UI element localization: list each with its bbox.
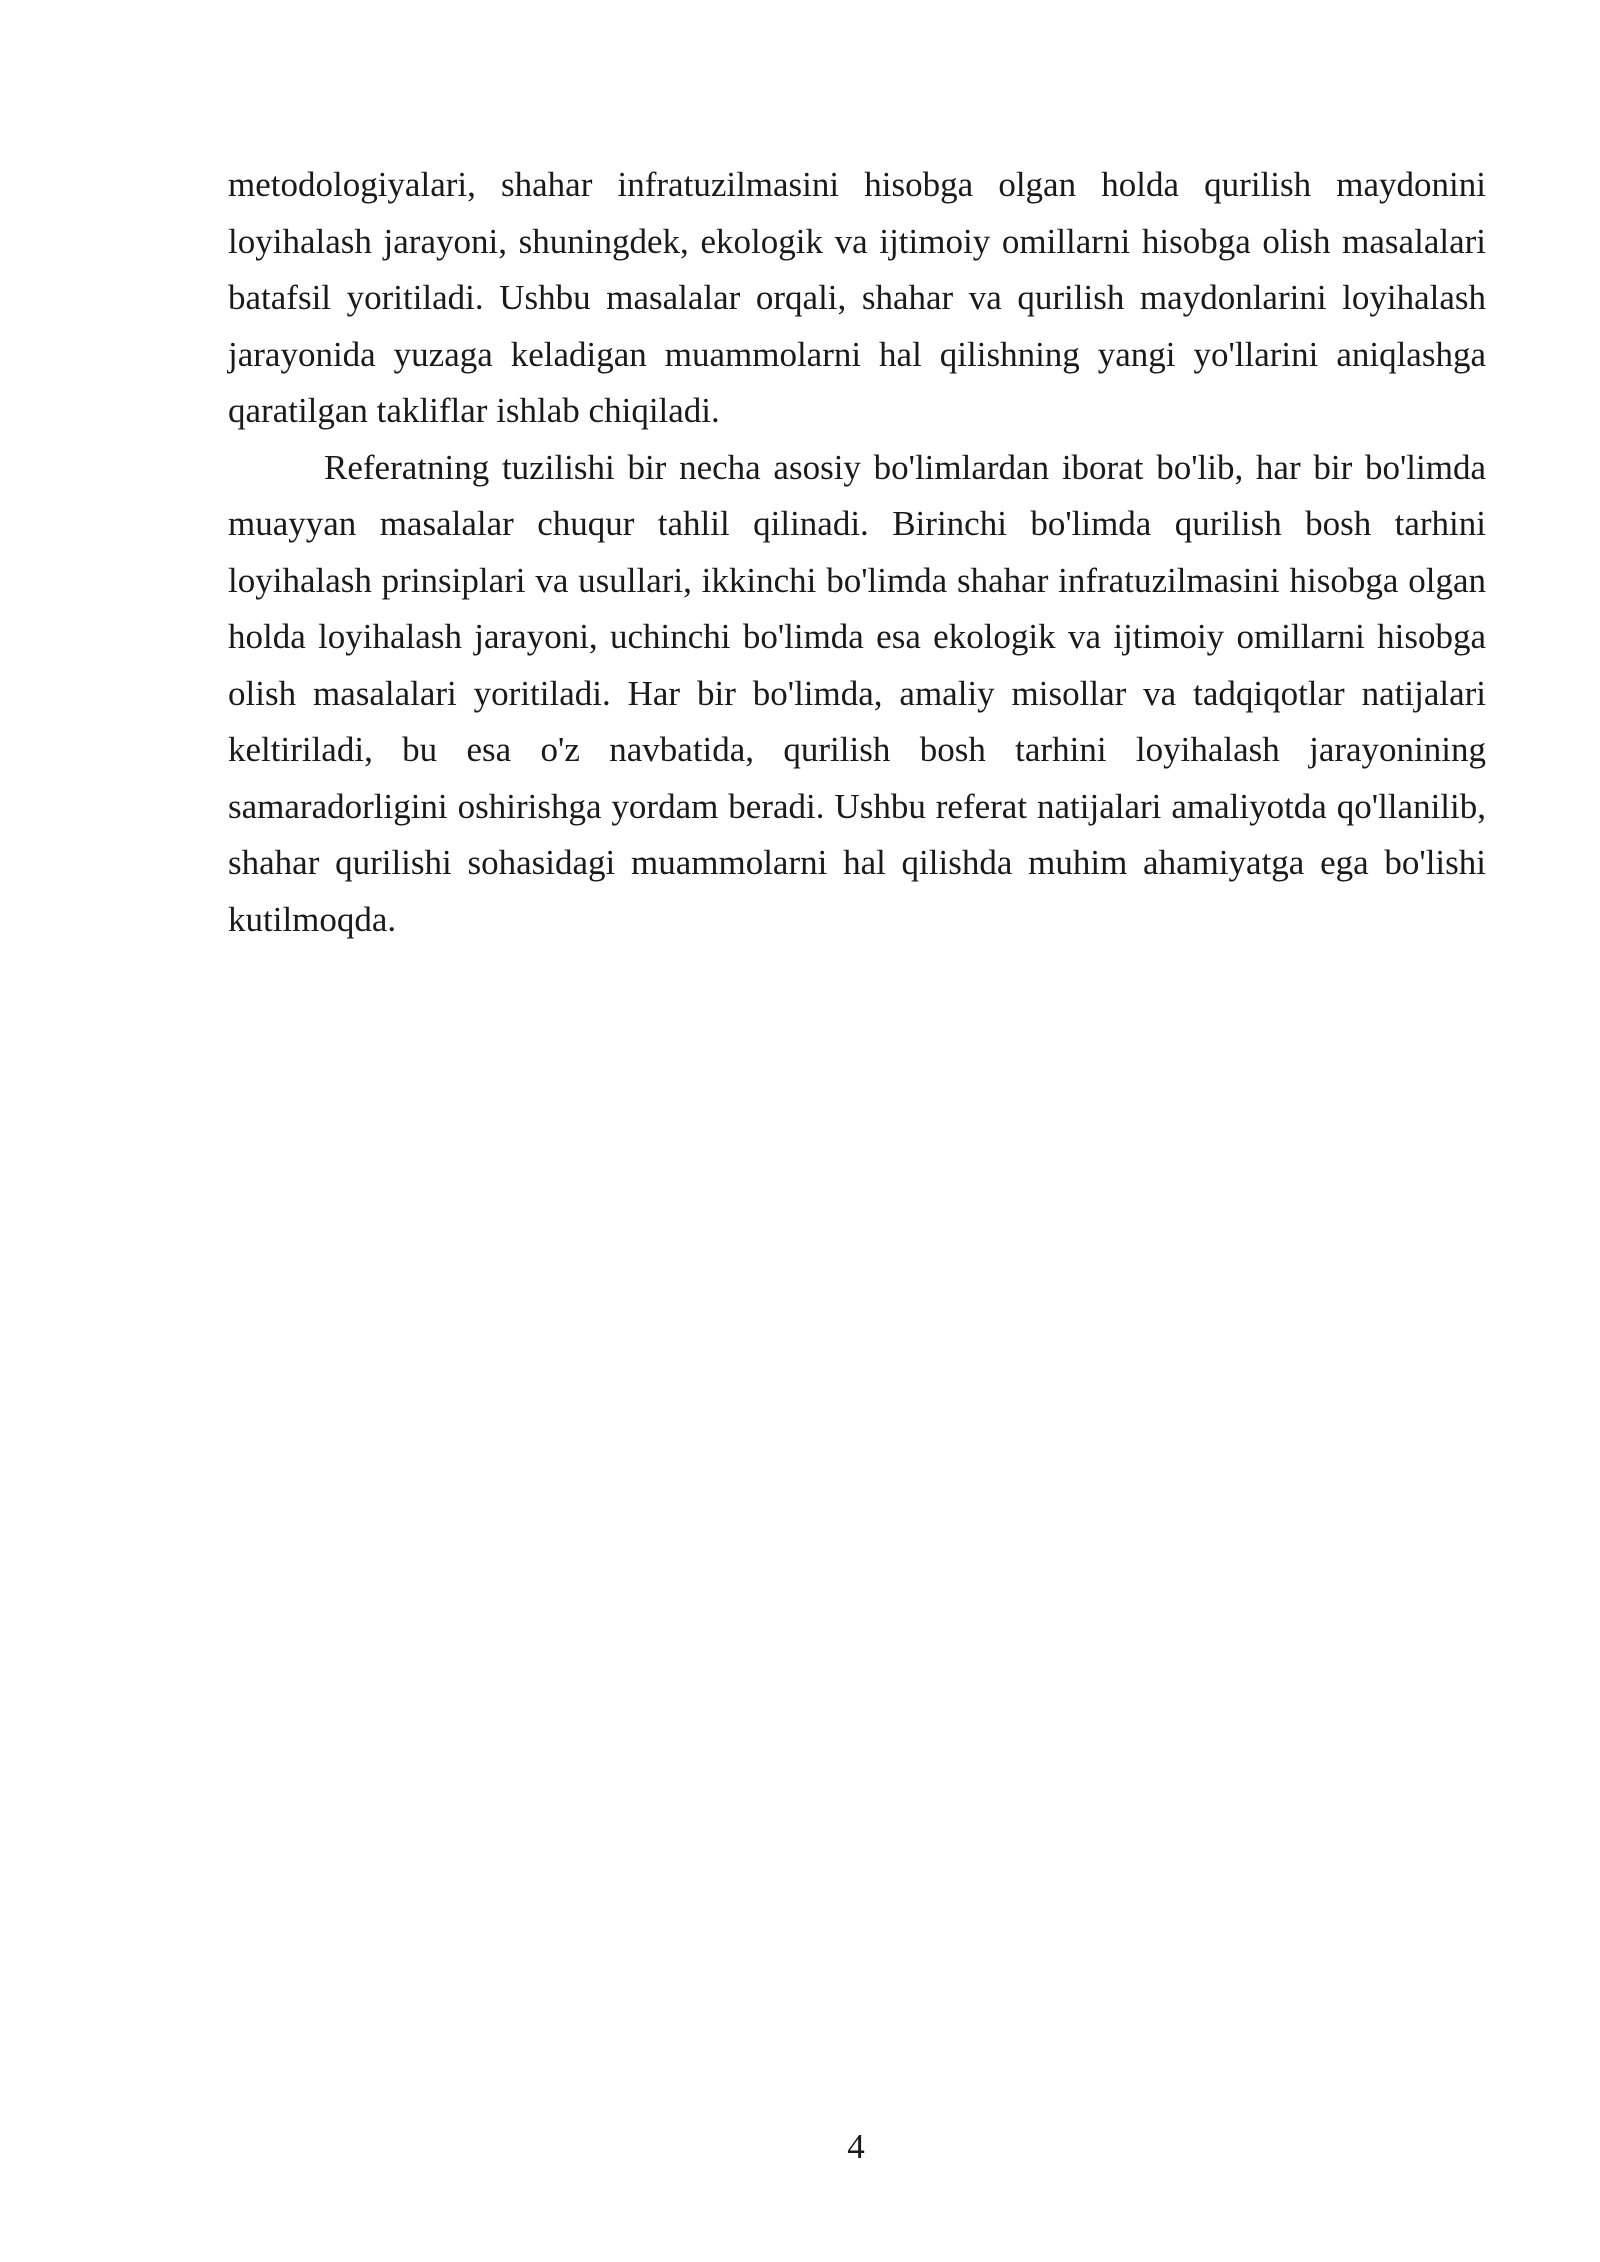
paragraph-continued: metodologiyalari, shahar infratuzilmasini hisobga olgan holda qurilish maydonini loyihalash jarayoni, shuningdek, ekologik va ijtimoiy omillarni hisobga olish masalalari batafsil yoritiladi. Ushbu masalalar orqali, shahar va qurilish maydonlarini loyihalash jarayonida yuzaga keladigan muammolarni hal qilishning yangi yo'llarini aniqlashga qaratilgan takliflar ishlab chiqiladi. [228,165,1486,430]
body-text [228,157,1486,948]
page-number: 4 [847,2127,865,2166]
paragraph-structure: Referatning tuzilishi bir necha asosiy bo'limlardan iborat bo'lib, har bir bo'limda muayyan masalalar chuqur tahlil qilinadi. Birinchi bo'limda qurilish bosh tarhini loyihalash prinsiplari va usullari, ikkinchi bo'limda shahar infratuzilmasini hisobga olgan holda loyihalash jarayoni, uchinchi bo'limda esa ekologik va ijtimoiy omillarni hisobga olish masalalari yoritiladi. Har bir bo'limda, amaliy misollar va tadqiqotlar natijalari keltiriladi, bu esa o'z navbatida, qurilish bosh tarhini loyihalash jarayonining samaradorligini oshirishga yordam beradi. Ushbu referat natijalari amaliyotda qo'llanilib, shahar qurilishi sohasidagi muammolarni hal qilishda muhim ahamiyatga ega bo'lishi kutilmoqda. [228,447,1486,939]
